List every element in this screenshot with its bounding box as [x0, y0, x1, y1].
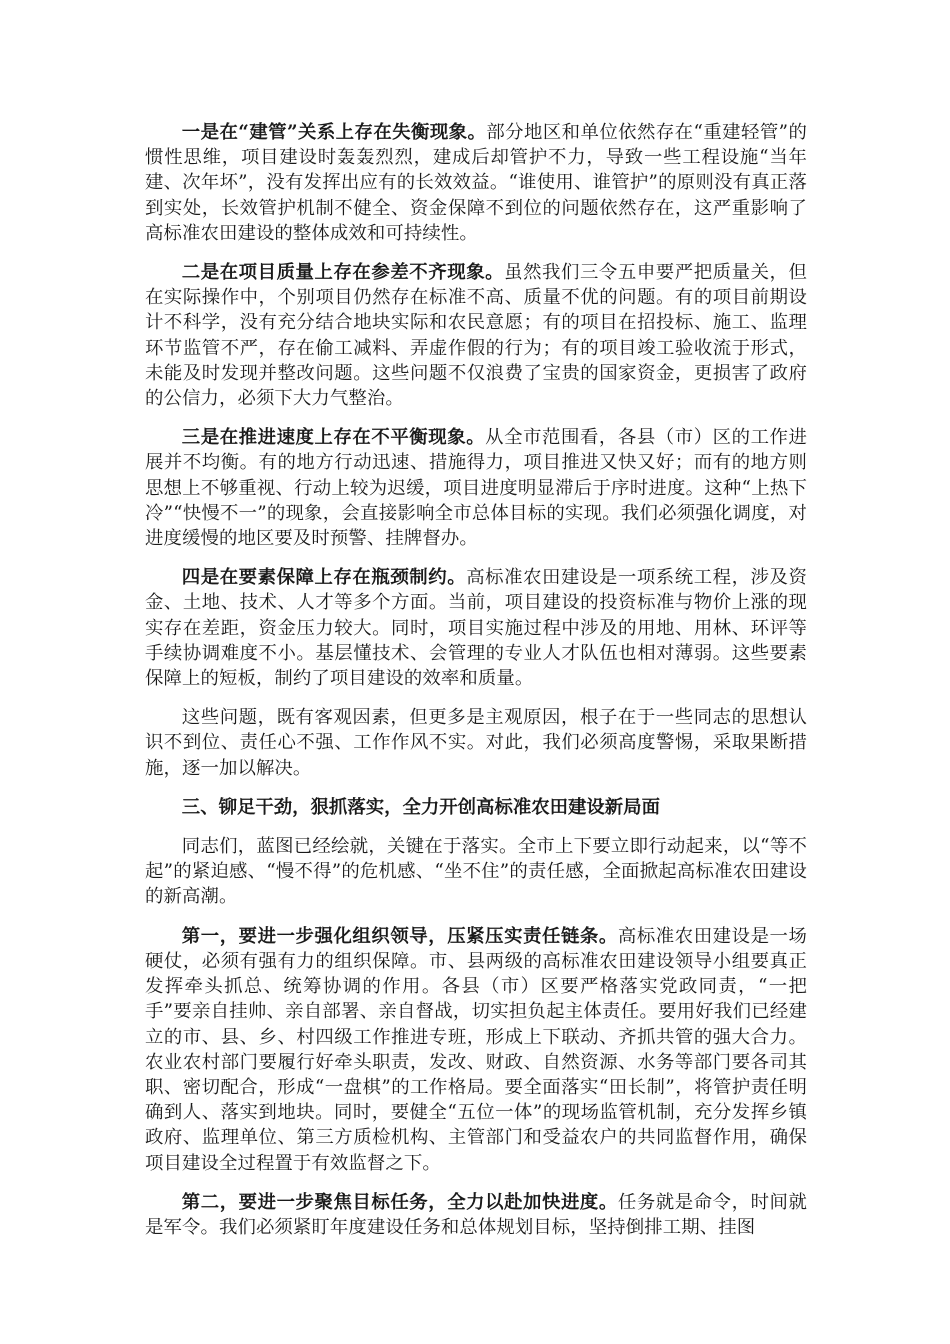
paragraph-2	[145, 260, 807, 411]
paragraph-1	[145, 120, 807, 246]
paragraph-5-body: 这些问题，既有客观因素，但更多是主观原因，根子在于一些同志的思想认识不到位、责任心不强、工作作风不实。对此，我们必须高度警惕，采取果断措施，逐一加以解决。	[145, 707, 807, 779]
paragraph-1-body: 部分地区和单位依然存在“重建轻管”的惯性思维，项目建设时轰轰烈烈，建成后却管护不力，导致一些工程设施“当年建、次年坏”，没有发挥出应有的长效效益。“谁使用、谁管护”的原则没有真正落到实处，长效管护机制不健全、资金保障不到位的问题依然存在，这严重影响了高标准农田建设的整体成效和可持续性。	[145, 122, 807, 244]
paragraph-8	[145, 1190, 807, 1240]
paragraph-5	[145, 705, 807, 781]
paragraph-2-body: 虽然我们三令五申要严把质量关，但在实际操作中，个别项目仍然存在标准不高、质量不优的问题。有的项目前期设计不科学，没有充分结合地块实际和农民意愿；有的项目在招投标、施工、监理环节监管不严，存在偷工减料、弄虚作假的行为；有的项目竣工验收流于形式，未能及时发现并整改问题。这些问题不仅浪费了宝贵的国家资金，更损害了政府的公信力，必须下大力气整治。	[145, 262, 807, 410]
paragraph-3	[145, 425, 807, 551]
paragraph-3-lead: 三是在推进速度上存在不平衡现象。	[181, 427, 486, 449]
paragraph-7	[145, 924, 807, 1176]
paragraph-3-body: 从全市范围看，各县（市）区的工作进展并不均衡。有的地方行动迅速、措施得力，项目推进又快又好；而有的地方则思想上不够重视、行动上较为迟缓，项目进度明显滞后于序时进度。这种“上热下冷”“快慢不一”的现象，会直接影响全市总体目标的实现。我们必须强化调度，对进度缓慢的地区要及时预警、挂牌督办。	[145, 427, 807, 550]
section-heading: 三、铆足干劲，狠抓落实，全力开创高标准农田建设新局面	[181, 796, 660, 818]
paragraph-8-body: 任务就是命令，时间就是军令。我们必须紧盯年度建设任务和总体规划目标，坚持倒排工期、挂图	[145, 1191, 807, 1238]
paragraph-7-body: 高标准农田建设是一场硬仗，必须有强有力的组织保障。市、县两级的高标准农田建设领导小组要真正发挥牵头抓总、统筹协调的作用。各县（市）区要严格落实党政同责，“一把手”要亲自挂帅、亲自部署、亲自督战，切实担负起主体责任。要用好我们已经建立的市、县、乡、村四级工作推进专班，形成上下联动、齐抓共管的强大合力。农业农村部门要履行好牵头职责，发改、财政、自然资源、水务等部门要各司其职、密切配合，形成“一盘棋”的工作格局。要全面落实“田长制”，将管护责任明确到人、落实到地块。同时，要健全“五位一体”的现场监管机制，充分发挥乡镇政府、监理单位、第三方质检机构、主管部门和受益农户的共同监督作用，确保项目建设全过程置于有效监督之下。	[145, 925, 807, 1174]
paragraph-8-lead: 第二，要进一步聚焦目标任务，全力以赴加快进度。	[181, 1191, 618, 1213]
paragraph-4-body: 高标准农田建设是一项系统工程，涉及资金、土地、技术、人才等多个方面。当前，项目建设的投资标准与物价上涨的现实存在差距，资金压力较大。同时，项目实施过程中涉及的用地、用林、环评等手续协调难度不小。基层懂技术、会管理的专业人才队伍也相对薄弱。这些要素保障上的短板，制约了项目建设的效率和质量。	[145, 567, 807, 690]
paragraph-4-lead: 四是在要素保障上存在瓶颈制约。	[181, 567, 467, 589]
document-page	[145, 120, 807, 1254]
paragraph-7-lead: 第一，要进一步强化组织领导，压紧压实责任链条。	[181, 925, 618, 947]
paragraph-2-lead: 二是在项目质量上存在参差不齐现象。	[181, 262, 505, 284]
paragraph-6	[145, 834, 807, 910]
paragraph-4	[145, 565, 807, 691]
paragraph-1-lead: 一是在“建管”关系上存在失衡现象。	[181, 122, 487, 143]
paragraph-6-body: 同志们，蓝图已经绘就，关键在于落实。全市上下要立即行动起来，以“等不起”的紧迫感、“慢不得”的危机感、“坐不住”的责任感，全面掀起高标准农田建设的新高潮。	[145, 836, 807, 908]
